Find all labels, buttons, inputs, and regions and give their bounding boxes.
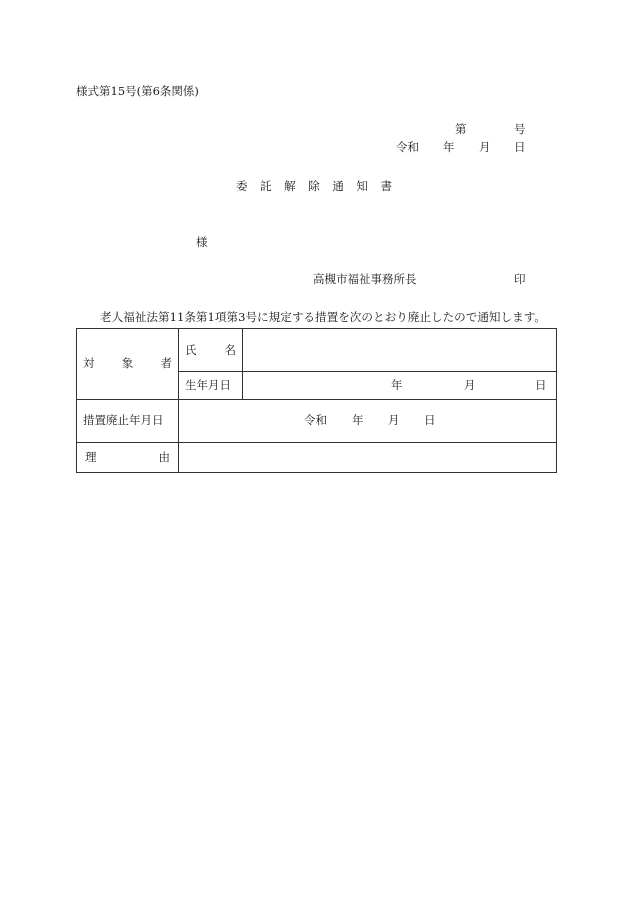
- subject-label-cell: [77, 329, 179, 400]
- name-label-char: 氏: [185, 343, 197, 357]
- birthdate-label: 生年月日: [185, 377, 231, 392]
- issue-date-day: 日: [514, 140, 526, 154]
- birthdate-day: 日: [535, 377, 547, 392]
- name-label: [179, 345, 242, 357]
- form-number: 様式第15号(第6条関係): [76, 84, 199, 98]
- sender-name: 高槻市福祉事務所長: [313, 272, 417, 286]
- reason-label-cell: [77, 443, 179, 473]
- document-number-suffix: 号: [514, 122, 526, 136]
- abolition-date-year: 年: [352, 413, 364, 427]
- issue-date-month: 月: [479, 140, 491, 154]
- document-number-prefix: 第: [455, 122, 467, 136]
- abolition-date-day: 日: [424, 413, 436, 427]
- seal-mark: 印: [514, 272, 526, 286]
- birthdate-month: 月: [464, 377, 476, 392]
- subject-label-char: 象: [121, 356, 134, 371]
- title-char: 書: [380, 179, 392, 193]
- abolition-value-cell[interactable]: [179, 400, 557, 443]
- title-char: 知: [356, 179, 368, 193]
- title-char: 委: [236, 179, 248, 193]
- subject-label: [77, 358, 178, 370]
- subject-label-char: 者: [160, 356, 172, 371]
- addressee-honorific: 様: [196, 235, 208, 249]
- reason-value-cell[interactable]: [179, 443, 557, 473]
- birthdate-year: 年: [391, 377, 403, 392]
- abolition-label: 措置廃止年月日: [83, 413, 164, 428]
- form-table: [76, 328, 557, 473]
- birthdate-value-cell[interactable]: [243, 372, 557, 400]
- reason-label: [77, 449, 178, 464]
- abolition-label-cell: [77, 400, 179, 443]
- reason-label-char: 理: [85, 449, 97, 464]
- birthdate-label-cell: [179, 372, 243, 400]
- abolition-date-month: 月: [388, 413, 400, 427]
- name-label-char: 名: [224, 343, 236, 357]
- issue-date-era: 令和: [396, 140, 419, 154]
- title-char: 除: [308, 179, 320, 193]
- name-value-cell[interactable]: [243, 329, 557, 372]
- abolition-date-era: 令和: [304, 413, 327, 427]
- subject-label-char: 対: [83, 356, 95, 371]
- title-char: 託: [260, 179, 272, 193]
- name-label-cell: [179, 329, 243, 372]
- body-text: 老人福祉法第11条第1項第3号に規定する措置を次のとおり廃止したので通知します。: [100, 310, 546, 324]
- issue-date-year: 年: [443, 140, 455, 154]
- title-char: 通: [332, 179, 344, 193]
- reason-label-char: 由: [158, 449, 170, 464]
- title-char: 解: [284, 179, 296, 193]
- document-title: [236, 181, 392, 193]
